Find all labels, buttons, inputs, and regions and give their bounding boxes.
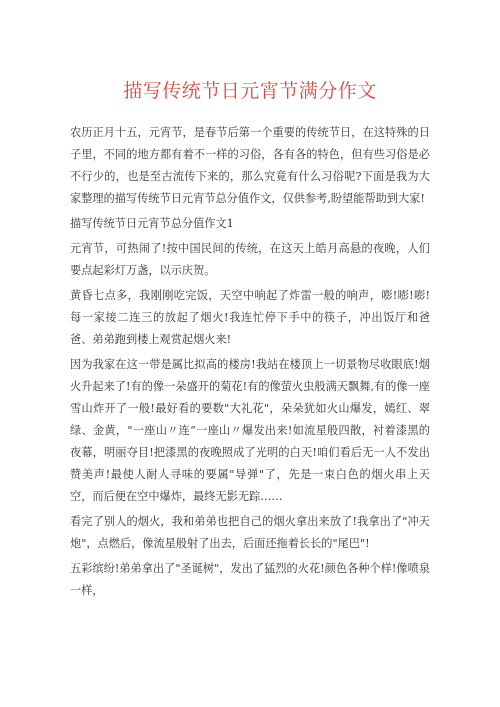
- body-paragraph: 元宵节，可热闹了!按中国民间的传统，在这天上皓月高悬的夜晚，人们要点起彩灯万盏，以示庆贺。: [70, 242, 430, 277]
- body-paragraph: 因为我家在这一带是属比拟高的楼房!我站在楼顶上一切景物尽收眼底!烟火升起来了!有的像一朵盛开的菊花!有的像萤火虫般满天飘舞,有的像一座雪山炸开了一般!最好看的要数"大礼花"，朵朵犹如火山爆发，嫣红、翠绿、金黄，"一座山〃连“一座山〃爆发出来!如流星般四散，衬着漆黑的夜幕，明丽夺目!把漆黑的夜晚照成了光明的白天!咱们看后无一人不发出赞美声!最使人耐人寻味的要属"导弹"了，先是一束白色的烟火串上天空，而后便在空中爆炸，最终无影无踪……: [70, 358, 430, 503]
- body-paragraph: 看完了别人的烟火，我和弟弟也把自己的烟火拿出来放了!我拿出了"冲天炮"，点燃后，像流星般射了出去，后面还拖着长长的"尾巴"!: [70, 515, 430, 550]
- section-heading: 描写传统节日元宵节总分值作文1: [70, 217, 234, 230]
- body-paragraph: 黄昏七点多，我刚刚吃完饭，天空中响起了炸雷一般的响声，嘭!嘭!嘭!每一家接二连三的放起了烟火!我连忙停下手中的筷子，冲出饭厅和爸爸、弟弟跑到楼上观赏起烟火来!: [70, 289, 430, 346]
- document-body: [70, 122, 430, 605]
- body-paragraph: 五彩缤纷!弟弟拿出了"圣诞树"，发出了猛烈的火花!颜色各种个样!像喷泉一样，: [70, 562, 430, 597]
- intro-paragraph: 农历正月十五，元宵节，是春节后第一个重要的传统节日，在这特殊的日子里，不同的地方都有着不一样的习俗，各有各的特色，但有些习俗是必不行少的，也是至古流传下来的，那么究竟有什么习俗呢?下面是我为大家整理的描写传统节日元宵节总分值作文，仅供参考,盼望能帮助到大家!: [70, 126, 430, 205]
- document-title: 描写传统节日元宵节满分作文: [123, 80, 377, 102]
